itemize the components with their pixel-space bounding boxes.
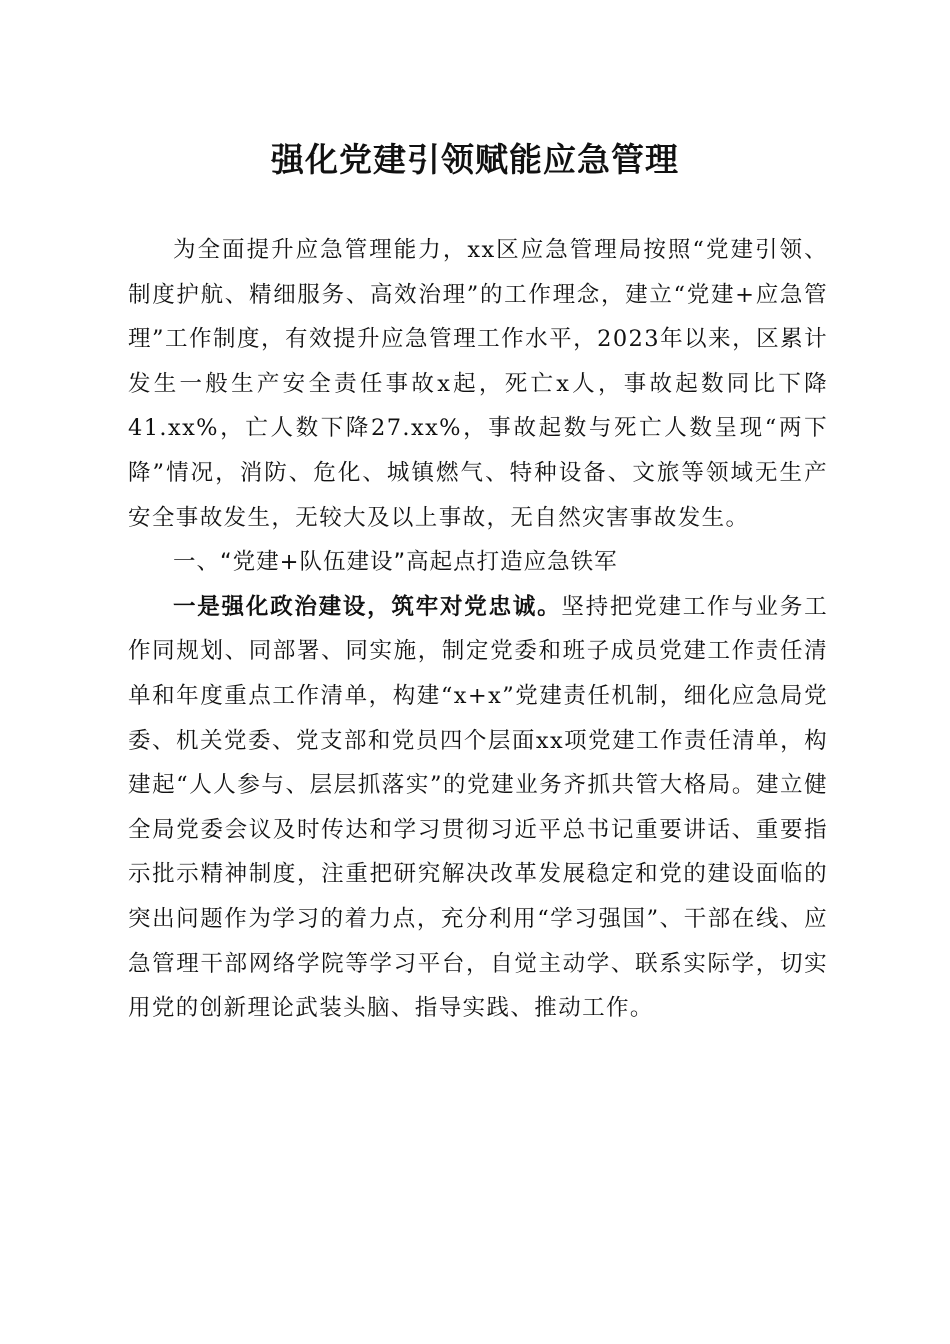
- document-title: 强化党建引领赋能应急管理: [271, 140, 679, 179]
- section-heading: 一、“党建+队伍建设”高起点打造应急铁军: [173, 549, 618, 576]
- document-body: [128, 228, 828, 1031]
- section-paragraph: [128, 585, 828, 1031]
- paragraph-lead: 一是强化政治建设，筑牢对党忠诚。: [173, 593, 562, 620]
- paragraph-body: 坚持把党建工作与业务工作同规划、同部署、同实施，制定党委和班子成员党建工作责任清单和年度重点工作清单，构建“x+x”党建责任机制，细化应急局党委、机关党委、党支部和党员四个层面xx项党建工作责任清单，构建起“人人参与、层层抓落实”的党建业务齐抓共管大格局。建立健全局党委会议及时传达和学习贯彻习近平总书记重要讲话、重要指示批示精神制度，注重把研究解决改革发展稳定和党的建设面临的突出问题作为学习的着力点，充分利用“学习强国”、干部在线、应急管理干部网络学院等学习平台，自觉主动学、联系实际学，切实用党的创新理论武装头脑、指导实践、推动工作。: [128, 593, 829, 1022]
- intro-paragraph: 为全面提升应急管理能力，xx区应急管理局按照“党建引领、制度护航、精细服务、高效治理”的工作理念，建立“党建+应急管理”工作制度，有效提升应急管理工作水平，2023年以来，区累计发生一般生产安全责任事故x起，死亡x人，事故起数同比下降41.xx%，亡人数下降27.xx%，事故起数与死亡人数呈现“两下降”情况，消防、危化、城镇燃气、特种设备、文旅等领域无生产安全事故发生，无较大及以上事故，无自然灾害事故发生。: [128, 237, 828, 531]
